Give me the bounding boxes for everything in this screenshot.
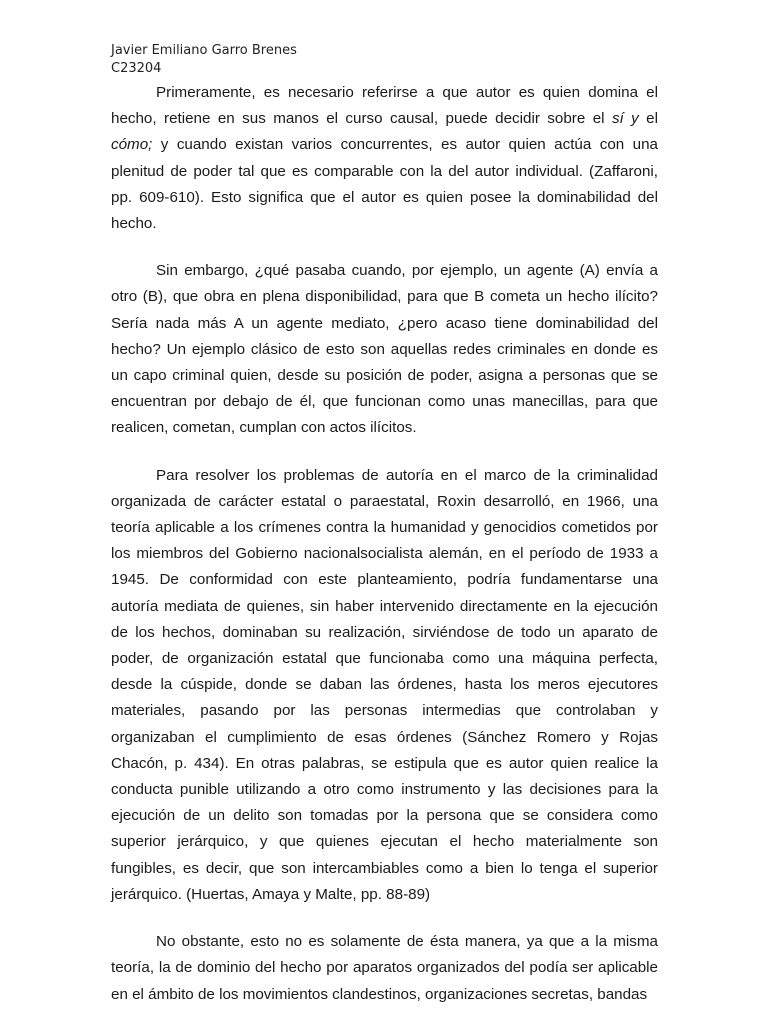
paragraph-1-text-c: y cuando existan varios concurrentes, es autor quien actúa con una plenitud de poder tal que es comparable con la del autor individual. (Zaffaroni, pp. 609-610). Esto significa que el autor es quien posee la dominabilidad del hecho. xyxy=(111,136,658,233)
paragraph-4: No obstante, esto no es solamente de ésta manera, ya que a la misma teoría, la de dominio del hecho por aparatos organizados del podía ser aplicable en el ámbito de los movimientos clandestinos, organizaciones secretas, bandas xyxy=(111,933,658,1003)
paragraph-1 xyxy=(111,80,658,237)
paragraph-3: Para resolver los problemas de autoría en el marco de la criminalidad organizada de carácter estatal o paraestatal, Roxin desarrolló, en 1966, una teoría aplicable a los crímenes contra la humanidad y genocidios cometidos por los miembros del Gobierno nacionalsocialista alemán, en el período de 1933 a 1945. De conformidad con este planteamiento, podría fundamentarse una autoría mediata de quienes, sin haber intervenido directamente en la ejecución de los hechos, dominaban su realización, sirviéndose de todo un aparato de poder, de organización estatal que funcionaba como una máquina perfecta, desde la cúspide, donde se daban las órdenes, hasta los meros ejecutores materiales, pasando por las personas intermedias que controlaban y organizaban el cumplimiento de esas órdenes (Sánchez Romero y Rojas Chacón, p. 434). En otras palabras, se estipula que es autor quien realice la conducta punible utilizando a otro como instrumento y las decisiones para la ejecución de un delito son tomadas por la persona que se considera como superior jerárquico, y que quienes ejecutan el hecho materialmente son fungibles, es decir, que son intercambiables como a bien lo tenga el superior jerárquico. (Huertas, Amaya y Malte, pp. 88-89) xyxy=(111,466,658,903)
author-name: Javier Emiliano Garro Brenes xyxy=(111,43,297,58)
document-body xyxy=(111,80,658,1008)
paragraph-2: Sin embargo, ¿qué pasaba cuando, por ejemplo, un agente (A) envía a otro (B), que obra en plena disponibilidad, para que B cometa un hecho ilícito? Sería nada más A un agente mediato, ¿pero acaso tiene dominabilidad del hecho? Un ejemplo clásico de esto son aquellas redes criminales en donde es un capo criminal quien, desde su posición de poder, asigna a personas que se encuentran por debajo de él, que funcionan como unas manecillas, para que realicen, cometan, cumplan con actos ilícitos. xyxy=(111,262,658,437)
emphasis-si-y: sí y xyxy=(611,110,639,128)
student-code: C23204 xyxy=(111,61,162,76)
paragraph-1-text-a: Primeramente, es necesario referirse a que autor es quien domina el hecho, retiene en sus manos el curso causal, puede decidir sobre el xyxy=(111,84,658,128)
emphasis-como: cómo; xyxy=(111,136,153,154)
page-header xyxy=(111,42,297,78)
paragraph-1-text-b: el xyxy=(638,110,658,128)
